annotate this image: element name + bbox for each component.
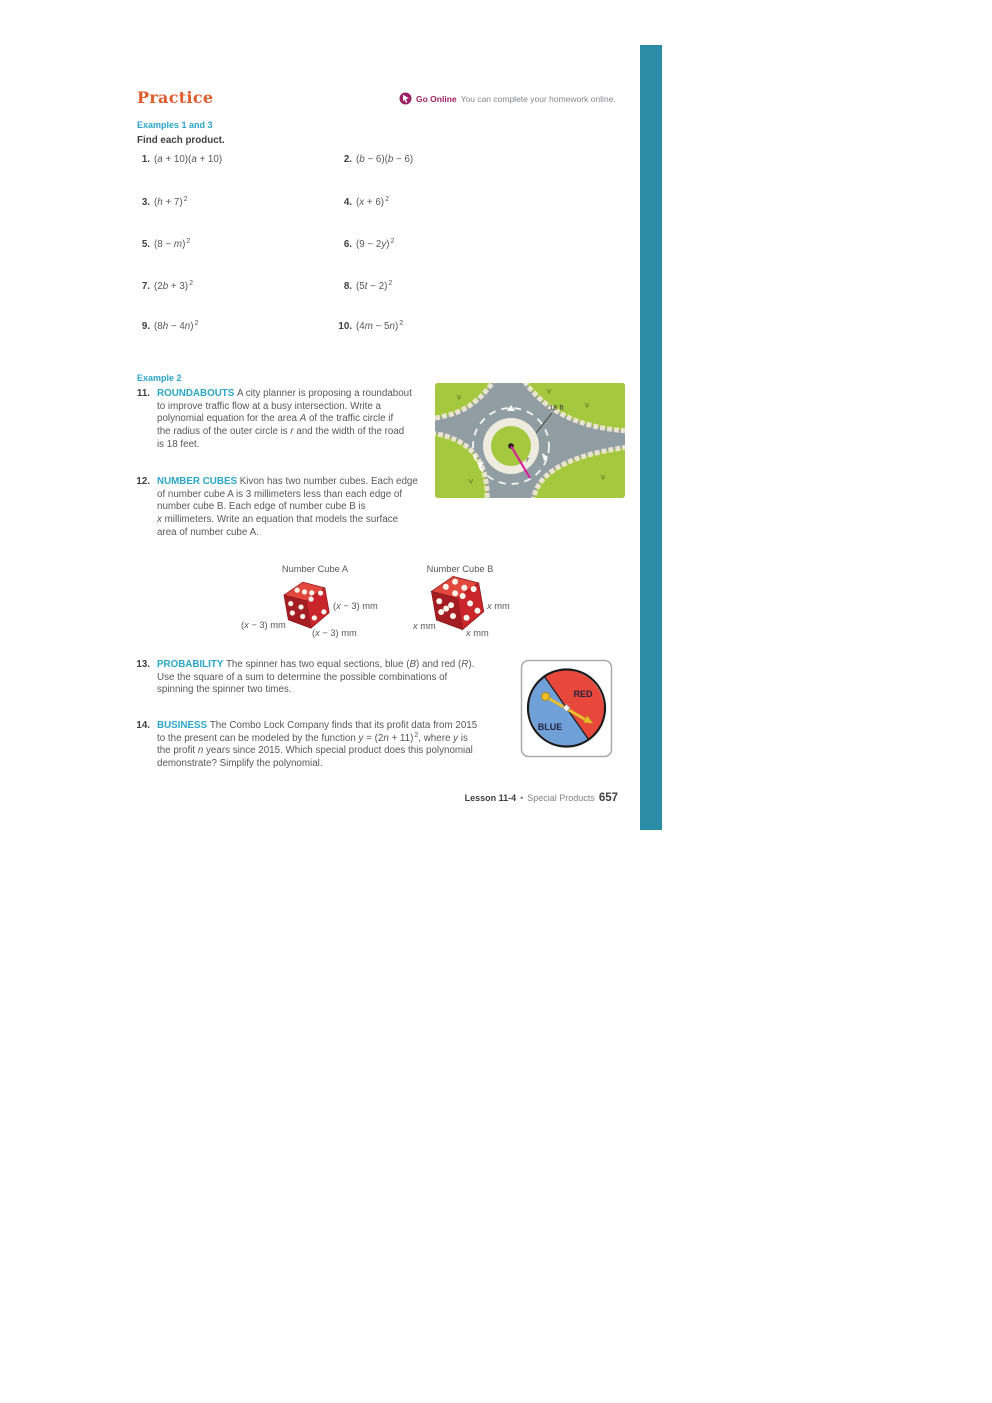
text-segment: (2 xyxy=(154,281,163,292)
text-segment: is 18 feet. xyxy=(157,438,200,450)
problem-2 xyxy=(330,154,413,165)
cube-b-bottom-label xyxy=(466,628,489,638)
spinner-red-label: RED xyxy=(573,689,593,699)
problem-expression xyxy=(154,281,193,292)
cube-b-right-label xyxy=(487,601,510,611)
text-segment: − 4 xyxy=(168,321,185,332)
text-segment: x xyxy=(413,621,418,631)
problem-expression xyxy=(356,154,413,165)
problem-8 xyxy=(330,281,392,292)
text-segment: m xyxy=(173,239,183,250)
go-online-link[interactable]: Go Online xyxy=(416,93,457,104)
text-segment: 2 xyxy=(399,320,404,327)
text-segment: − 3) mm xyxy=(248,620,286,630)
text-segment: and the width of the road xyxy=(293,426,405,438)
problem-3 xyxy=(128,197,188,208)
number-cube-a-title: Number Cube A xyxy=(281,564,349,574)
problem-expression xyxy=(154,197,188,208)
text-segment: ). xyxy=(468,659,475,670)
text-segment: ) and red ( xyxy=(416,659,462,670)
footer-bullet: • xyxy=(520,793,524,803)
text-segment: x xyxy=(487,601,492,611)
problem-11-number: 11. xyxy=(136,388,150,399)
problem-expression xyxy=(356,281,392,292)
text-segment: h xyxy=(162,321,169,332)
text-segment: R xyxy=(461,659,469,670)
text-segment: (5 xyxy=(356,281,365,292)
problem-number: 3. xyxy=(141,197,150,208)
footer-page-number: 657 xyxy=(598,792,618,804)
text-segment: + 3) xyxy=(168,281,189,292)
problem-expression xyxy=(356,321,403,332)
text-segment: + 10) xyxy=(196,154,223,165)
problem-lead-label: BUSINESS xyxy=(157,720,210,731)
go-online-row xyxy=(399,92,616,105)
problem-number: 6. xyxy=(343,239,352,250)
text-segment: m xyxy=(364,321,373,332)
problem-number: 5. xyxy=(141,239,150,250)
text-segment: ) xyxy=(386,239,390,250)
example-2-label: Example 2 xyxy=(137,373,182,383)
text-segment: − 6)( xyxy=(364,154,388,165)
text-segment: B xyxy=(409,659,417,670)
text-segment: area of number cube A. xyxy=(157,526,259,538)
go-online-icon xyxy=(399,92,412,105)
problem-number: 8. xyxy=(343,281,352,292)
text-segment: ( xyxy=(356,154,360,165)
text-segment: a xyxy=(157,154,163,165)
problem-number: 4. xyxy=(343,197,352,208)
text-segment: 2 xyxy=(414,731,419,739)
page-footer xyxy=(465,792,618,804)
text-segment: , where xyxy=(418,732,454,744)
page-title: Practice xyxy=(137,88,214,107)
text-segment: y xyxy=(453,732,459,744)
text-segment: polynomial equation for the area xyxy=(157,413,300,425)
page-edge-accent-bar xyxy=(640,45,662,830)
text-segment: x xyxy=(157,514,162,526)
problem-1 xyxy=(128,154,222,165)
text-segment: x xyxy=(315,628,320,638)
text-segment: 2 xyxy=(385,196,389,203)
cube-a-right-label xyxy=(333,601,378,611)
problem-number: 9. xyxy=(141,321,150,332)
text-segment: (8 xyxy=(154,321,163,332)
text-segment: A city planner is proposing a roundabout xyxy=(237,388,412,399)
problem-6 xyxy=(330,239,394,250)
text-segment: demonstrate? Simplify the polynomial. xyxy=(157,758,323,770)
go-online-description: You can complete your homework online. xyxy=(460,93,616,104)
text-segment: + 7) xyxy=(162,197,183,208)
problem-lead-label: NUMBER CUBES xyxy=(157,476,240,487)
footer-section-label: Special Products xyxy=(527,793,595,803)
problem-expression xyxy=(356,239,394,250)
text-segment: n xyxy=(184,321,191,332)
text-segment: 2 xyxy=(186,238,191,245)
problem-number: 1. xyxy=(141,154,150,165)
text-segment: The Combo Lock Company finds that its profit data from 2015 xyxy=(209,720,478,731)
text-segment: 2 xyxy=(194,320,199,327)
text-segment: r xyxy=(290,426,294,438)
text-segment: mm xyxy=(491,601,510,611)
text-segment: ) xyxy=(394,321,399,332)
text-segment: to the present can be modeled by the function xyxy=(157,732,359,744)
text-segment: ( xyxy=(154,197,158,208)
problem-number: 2. xyxy=(343,154,352,165)
problem-4 xyxy=(330,197,389,208)
problem-13-number: 13. xyxy=(136,659,150,670)
problem-5 xyxy=(128,239,190,250)
text-segment: A xyxy=(299,413,307,425)
text-segment: ( xyxy=(356,197,360,208)
text-segment: of the traffic circle if xyxy=(306,413,394,425)
width-label: 18 ft xyxy=(549,403,564,412)
problem-14-text xyxy=(157,720,537,771)
problem-expression xyxy=(154,239,190,250)
problem-9 xyxy=(128,321,198,332)
text-segment: the radius of the outer circle is xyxy=(157,426,291,438)
text-segment: x xyxy=(466,628,471,638)
text-segment: − 6) xyxy=(393,154,414,165)
examples-1-3-label: Examples 1 and 3 xyxy=(137,120,213,130)
problem-7 xyxy=(128,281,193,292)
cube-b-left-label xyxy=(413,621,436,631)
text-segment: t xyxy=(364,281,368,292)
problem-number: 7. xyxy=(141,281,150,292)
text-segment: of number cube A is 3 millimeters less than each edge of xyxy=(157,488,403,500)
text-segment: ( xyxy=(312,628,316,638)
text-segment: + 6) xyxy=(364,197,385,208)
text-segment: − 2) xyxy=(367,281,388,292)
text-segment: ( xyxy=(333,601,337,611)
text-segment: a xyxy=(191,154,197,165)
text-segment: years since 2015. Which special product does this polynomial xyxy=(203,745,473,757)
text-segment: Use the square of a sum to determine the possible combinations of xyxy=(157,671,448,683)
text-segment: spinning the spinner two times. xyxy=(157,684,292,696)
problem-14-number: 14. xyxy=(136,720,150,731)
text-segment: 2 xyxy=(390,238,395,245)
text-segment: ) xyxy=(190,321,194,332)
text-segment: = (2 xyxy=(363,732,384,744)
problem-12-text xyxy=(157,476,457,540)
text-segment: n xyxy=(383,732,389,744)
text-segment: x xyxy=(244,620,249,630)
text-segment: 2 xyxy=(183,196,188,203)
problem-expression xyxy=(154,154,222,165)
text-segment: ) xyxy=(182,239,186,250)
text-segment: (9 − 2 xyxy=(356,239,382,250)
text-segment: ( xyxy=(154,154,158,165)
find-each-product-instruction: Find each product. xyxy=(137,135,225,146)
radius-label: r xyxy=(526,454,530,464)
text-segment: b xyxy=(162,281,169,292)
cube-a-left-label xyxy=(241,620,286,630)
problem-number: 10. xyxy=(338,321,352,332)
text-segment: y xyxy=(358,732,364,744)
text-segment: (8 − xyxy=(154,239,174,250)
text-segment: h xyxy=(157,197,163,208)
text-segment: is xyxy=(458,732,468,744)
text-segment: 2 xyxy=(388,280,393,287)
text-segment: − 5 xyxy=(372,321,390,332)
cube-a-bottom-label xyxy=(312,628,357,638)
text-segment: the profit xyxy=(157,745,198,757)
problem-expression xyxy=(356,197,389,208)
text-segment: ( xyxy=(241,620,245,630)
text-segment: number cube B. Each edge of number cube B is xyxy=(157,501,366,513)
text-segment: + 10)( xyxy=(162,154,192,165)
text-segment: n xyxy=(389,321,395,332)
problem-expression xyxy=(154,321,198,332)
text-segment: y xyxy=(381,239,387,250)
text-segment: (4 xyxy=(356,321,365,332)
roundabout-figure xyxy=(435,383,625,503)
text-segment: 2 xyxy=(189,280,193,287)
problem-12-number: 12. xyxy=(136,476,150,487)
problem-lead-label: ROUNDABOUTS xyxy=(157,388,238,399)
text-segment: b xyxy=(387,154,394,165)
text-segment: millimeters. Write an equation that models the surface xyxy=(161,514,399,526)
text-segment: to improve traffic flow at a busy intersection. Write a xyxy=(157,400,381,412)
text-segment: mm xyxy=(470,628,489,638)
footer-lesson-label: Lesson 11-4 xyxy=(464,793,517,803)
text-segment: x xyxy=(336,601,341,611)
problem-lead-label: PROBABILITY xyxy=(157,659,226,670)
text-segment: mm xyxy=(417,621,436,631)
text-segment: − 3) mm xyxy=(340,601,378,611)
problem-13-text xyxy=(157,659,537,697)
text-segment: x xyxy=(359,197,365,208)
text-segment: n xyxy=(197,745,204,757)
text-segment: − 3) mm xyxy=(319,628,357,638)
text-segment: The spinner has two equal sections, blue ( xyxy=(225,659,410,670)
problem-10 xyxy=(330,321,403,332)
text-segment: + 11) xyxy=(388,732,414,744)
text-segment: b xyxy=(359,154,365,165)
problem-11-text xyxy=(157,388,457,452)
text-segment: Kivon has two number cubes. Each edge xyxy=(239,476,418,487)
spinner-blue-label: BLUE xyxy=(537,722,563,732)
number-cube-b-title: Number Cube B xyxy=(426,564,494,574)
